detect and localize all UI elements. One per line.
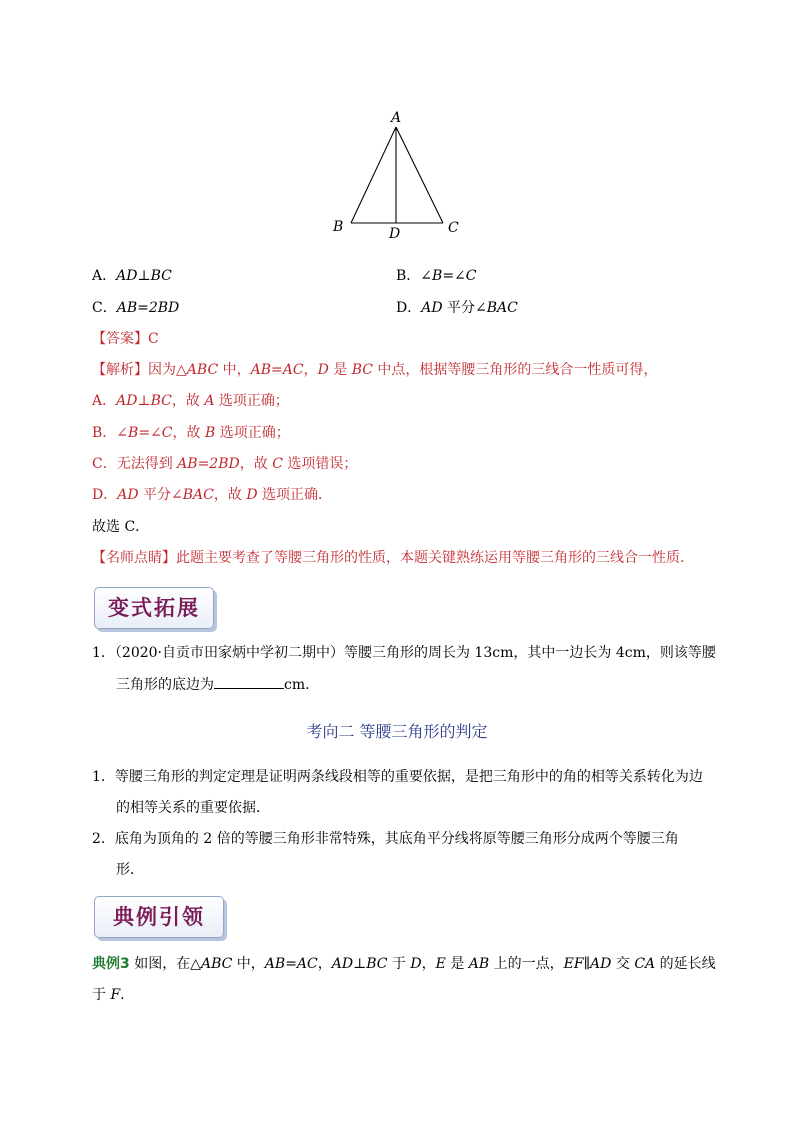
vertex-a-label: A (391, 110, 402, 126)
badge-variant: 变式拓展 (94, 587, 214, 629)
analysis-intro-2: 中， (218, 362, 251, 378)
analysis-b-mid: ，故 (172, 425, 205, 441)
exercise-1-line2 (116, 674, 310, 695)
point-2-line2: 形． (116, 862, 144, 878)
ex3-t8: 交 (611, 956, 635, 972)
option-b (396, 266, 477, 286)
answer-value: C (148, 331, 159, 347)
example-3-label: 典例3 (92, 956, 130, 972)
ex3-t7: 上的一点， (489, 956, 564, 972)
option-a-text: AD⊥BC (116, 268, 172, 284)
ex3-l2-pre: 于 (92, 987, 111, 1003)
option-a (92, 266, 172, 286)
analysis-d-mid: ，故 (213, 487, 247, 503)
ex3-e: E (435, 956, 446, 972)
analysis-c-expr: AB=2BD (177, 456, 240, 472)
ex3-t3: ， (317, 956, 332, 972)
analysis-line-b (92, 423, 290, 443)
ex3-t4: 于 (387, 956, 411, 972)
analysis-a-expr: AD⊥BC (116, 393, 172, 409)
exercise-1-line1: 1．（2020·自贡市田家炳中学初二期中）等腰三角形的周长为 13cm，其中一边长为 4cm，则该等腰 (92, 645, 716, 661)
point-1-line2: 的相等关系的重要依据． (116, 800, 270, 816)
analysis-d-expr2: 平分∠ (138, 487, 183, 503)
analysis-c-end: 选项错误； (282, 456, 358, 472)
ex3-eq: AB=AC (264, 956, 318, 972)
analysis-d-opt: D (246, 487, 258, 503)
point-d-label: D (389, 226, 401, 242)
analysis-d-expr3: BAC (182, 487, 214, 503)
ex3-t1: 如图，在△ (129, 956, 201, 972)
ex3-perp: AD⊥BC (331, 956, 388, 972)
analysis-d-pre: D． (92, 487, 118, 503)
analysis-c-pre: C．无法得到 (92, 456, 178, 472)
badge-example: 典例引领 (94, 896, 224, 938)
option-d (396, 298, 518, 318)
analysis-conclusion: 故选 C． (92, 519, 150, 535)
analysis-b-pre: B． (92, 425, 117, 441)
analysis-intro-bc: BC (351, 362, 373, 378)
option-d-text3: BAC (486, 300, 518, 316)
analysis-intro-d: D (317, 362, 329, 378)
option-d-prefix: D． (396, 300, 422, 316)
analysis-intro-5: 中点，根据等腰三角形的三线合一性质可得， (372, 362, 658, 378)
analysis-intro-eq: AB=AC (250, 362, 304, 378)
analysis-line-a (92, 391, 289, 411)
analysis-a-opt: A (204, 393, 215, 409)
option-b-prefix: B． (396, 268, 421, 284)
ex3-t2: 中， (232, 956, 265, 972)
analysis-b-opt: B (204, 425, 216, 441)
analysis-c-opt: C (272, 456, 283, 472)
option-d-text1: AD (421, 300, 443, 316)
analysis-intro (92, 360, 657, 380)
option-a-prefix: A． (92, 268, 117, 284)
analysis-b-expr: ∠B=∠C (116, 425, 173, 441)
ex3-par: EF∥AD (563, 956, 612, 972)
ex3-t6: 是 (445, 956, 469, 972)
analysis-intro-1: 因为△ (148, 362, 187, 378)
vertex-c-label: C (448, 220, 459, 236)
point-2-line1: 2．底角为顶角的 2 倍的等腰三角形非常特殊，其底角平分线将原等腰三角形分成两个等腰三角 (92, 831, 679, 847)
option-c-text: AB=2BD (116, 300, 180, 316)
answer-line (92, 329, 159, 349)
option-c (92, 298, 179, 318)
option-d-text2: 平分∠ (442, 300, 487, 316)
analysis-label: 【解析】 (92, 362, 148, 378)
analysis-intro-4: 是 (328, 362, 352, 378)
answer-blank[interactable] (214, 674, 284, 689)
teacher-note-text: 此题主要考查了等腰三角形的性质，本题关键熟练运用等腰三角形的三线合一性质. (176, 550, 685, 566)
ex3-abc: ABC (200, 956, 233, 972)
ex3-d: D (410, 956, 422, 972)
analysis-intro-3: ， (303, 362, 318, 378)
analysis-c-mid: ，故 (239, 456, 273, 472)
triangle-figure (325, 104, 475, 244)
analysis-a-pre: A． (92, 393, 117, 409)
side-ac (396, 127, 443, 223)
teacher-note-label: 【名师点睛】 (92, 550, 176, 566)
teacher-note (92, 548, 684, 568)
analysis-line-d (92, 485, 332, 505)
analysis-line-c (92, 454, 357, 474)
ex3-ca: CA (634, 956, 656, 972)
exercise-1-line2-pre: 三角形的底边为 (116, 677, 214, 693)
answer-label: 【答案】 (92, 331, 148, 347)
analysis-d-end: 选项正确． (257, 487, 333, 503)
exercise-1-line2-post: cm. (284, 677, 310, 693)
analysis-intro-abc: ABC (186, 362, 219, 378)
side-ab (351, 127, 396, 223)
vertex-b-label: B (333, 219, 344, 235)
ex3-ab: AB (468, 956, 490, 972)
analysis-d-expr1: AD (117, 487, 139, 503)
option-b-text: ∠B=∠C (420, 268, 477, 284)
section-title: 考向二 等腰三角形的判定 (306, 722, 488, 741)
option-c-prefix: C． (92, 300, 117, 316)
example-3-line2 (92, 985, 125, 1005)
example-3-line1 (92, 954, 716, 974)
analysis-b-end: 选项正确； (215, 425, 290, 441)
ex3-t5: ， (421, 956, 436, 972)
analysis-a-mid: ，故 (171, 393, 205, 409)
analysis-a-end: 选项正确； (214, 393, 289, 409)
ex3-f: F (110, 987, 121, 1003)
point-1-line1: 1．等腰三角形的判定定理是证明两条线段相等的重要依据，是把三角形中的角的相等关系转化为边 (92, 769, 703, 785)
ex3-t9: 的延长线 (655, 956, 716, 972)
ex3-l2-post: . (120, 987, 125, 1003)
